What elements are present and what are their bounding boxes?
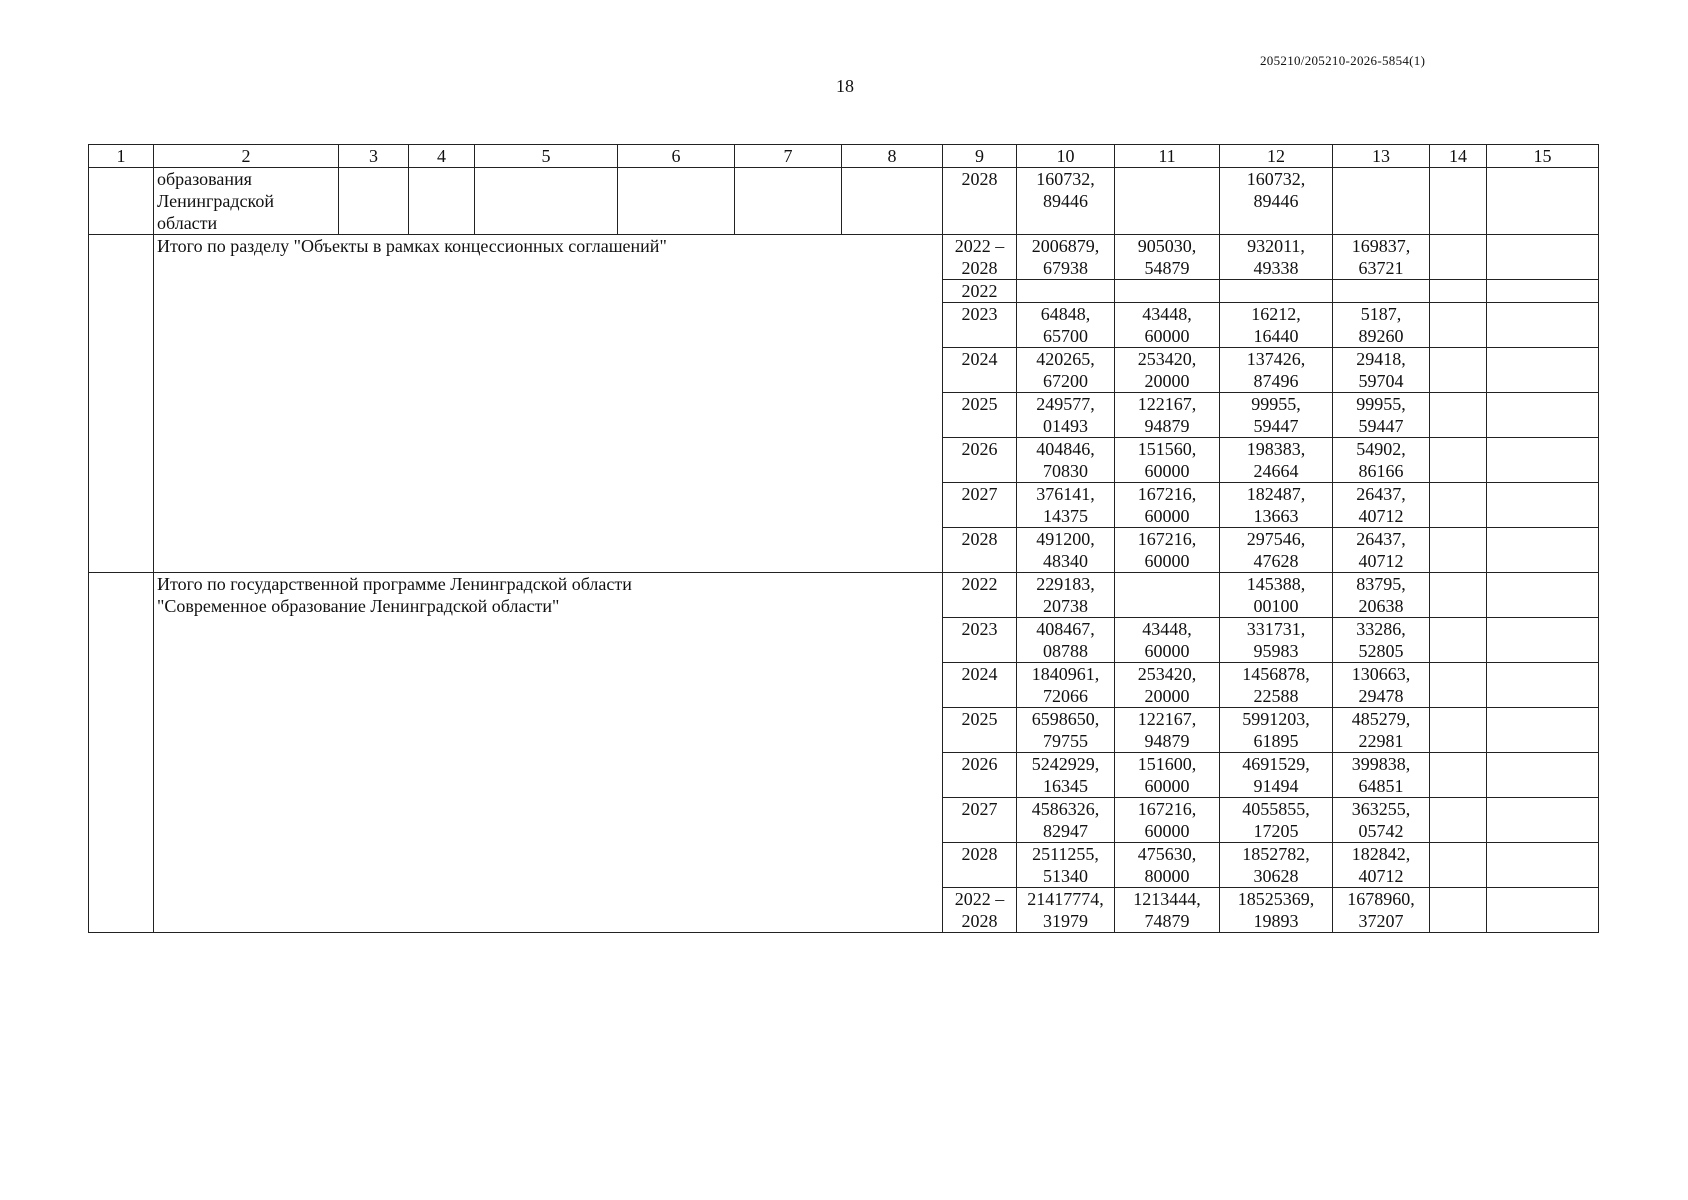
budget-table — [88, 144, 1599, 933]
table-cell — [1487, 168, 1599, 235]
federal-cell — [1115, 573, 1220, 618]
column-header: 14 — [1430, 145, 1487, 168]
object-name-cell: образования Ленинградской области — [154, 168, 339, 235]
regional-cell: 160732, 89446 — [1220, 168, 1333, 235]
federal-cell: 167216, 60000 — [1115, 483, 1220, 528]
total-cell: 64848, 65700 — [1017, 303, 1115, 348]
table-cell — [1487, 280, 1599, 303]
federal-cell: 122167, 94879 — [1115, 708, 1220, 753]
table-cell — [409, 168, 475, 235]
table-cell — [1430, 393, 1487, 438]
regional-cell: 18525369, 19893 — [1220, 888, 1333, 933]
regional-cell: 145388, 00100 — [1220, 573, 1333, 618]
table-cell — [1430, 888, 1487, 933]
local-cell: 169837, 63721 — [1333, 235, 1430, 280]
federal-cell: 167216, 60000 — [1115, 798, 1220, 843]
regional-cell — [1220, 280, 1333, 303]
year-cell: 2025 — [943, 393, 1017, 438]
table-cell — [1487, 753, 1599, 798]
document-id: 205210/205210-2026-5854(1) — [1260, 53, 1426, 68]
federal-cell: 43448, 60000 — [1115, 618, 1220, 663]
page-number: 18 — [836, 76, 854, 96]
regional-cell: 99955, 59447 — [1220, 393, 1333, 438]
regional-cell: 16212, 16440 — [1220, 303, 1333, 348]
local-cell: 83795, 20638 — [1333, 573, 1430, 618]
table-cell — [89, 235, 154, 573]
table-cell — [1430, 618, 1487, 663]
table-cell — [89, 573, 154, 933]
year-cell: 2027 — [943, 798, 1017, 843]
table-cell — [842, 168, 943, 235]
total-cell: 2511255, 51340 — [1017, 843, 1115, 888]
column-header: 11 — [1115, 145, 1220, 168]
federal-cell — [1115, 280, 1220, 303]
column-header: 9 — [943, 145, 1017, 168]
regional-cell: 4691529, 91494 — [1220, 753, 1333, 798]
federal-cell: 151560, 60000 — [1115, 438, 1220, 483]
table-cell — [1487, 663, 1599, 708]
year-cell: 2023 — [943, 618, 1017, 663]
table-cell — [1487, 708, 1599, 753]
federal-cell: 253420, 20000 — [1115, 663, 1220, 708]
table-cell — [1430, 663, 1487, 708]
table-row — [89, 573, 1599, 618]
table-cell — [1430, 528, 1487, 573]
total-cell: 491200, 48340 — [1017, 528, 1115, 573]
year-cell: 2028 — [943, 843, 1017, 888]
regional-cell: 297546, 47628 — [1220, 528, 1333, 573]
local-cell: 399838, 64851 — [1333, 753, 1430, 798]
section-total-label: Итого по государственной программе Ленинградской области "Современное образование Ленинградской области" — [154, 573, 943, 933]
table-cell — [1487, 573, 1599, 618]
table-cell — [1487, 843, 1599, 888]
year-cell: 2022 — [943, 573, 1017, 618]
local-cell: 130663, 29478 — [1333, 663, 1430, 708]
federal-cell: 167216, 60000 — [1115, 528, 1220, 573]
local-cell: 182842, 40712 — [1333, 843, 1430, 888]
section-total-label: Итого по разделу "Объекты в рамках концессионных соглашений" — [154, 235, 943, 573]
federal-cell: 43448, 60000 — [1115, 303, 1220, 348]
total-cell: 21417774, 31979 — [1017, 888, 1115, 933]
local-cell: 26437, 40712 — [1333, 483, 1430, 528]
federal-cell: 475630, 80000 — [1115, 843, 1220, 888]
total-cell: 376141, 14375 — [1017, 483, 1115, 528]
regional-cell: 932011, 49338 — [1220, 235, 1333, 280]
table-cell — [1487, 235, 1599, 280]
table-cell — [1487, 618, 1599, 663]
total-cell: 6598650, 79755 — [1017, 708, 1115, 753]
total-cell: 408467, 08788 — [1017, 618, 1115, 663]
column-header: 13 — [1333, 145, 1430, 168]
column-header: 2 — [154, 145, 339, 168]
total-cell — [1017, 280, 1115, 303]
local-cell: 54902, 86166 — [1333, 438, 1430, 483]
local-cell: 99955, 59447 — [1333, 393, 1430, 438]
column-header: 6 — [618, 145, 735, 168]
total-cell: 420265, 67200 — [1017, 348, 1115, 393]
total-cell: 249577, 01493 — [1017, 393, 1115, 438]
column-header: 4 — [409, 145, 475, 168]
total-cell: 1840961, 72066 — [1017, 663, 1115, 708]
table-cell — [1487, 528, 1599, 573]
local-cell — [1333, 280, 1430, 303]
local-cell: 1678960, 37207 — [1333, 888, 1430, 933]
federal-cell: 905030, 54879 — [1115, 235, 1220, 280]
year-cell: 2026 — [943, 753, 1017, 798]
total-cell: 229183, 20738 — [1017, 573, 1115, 618]
federal-cell: 151600, 60000 — [1115, 753, 1220, 798]
column-number-header-row — [89, 145, 1599, 168]
federal-cell — [1115, 168, 1220, 235]
federal-cell: 253420, 20000 — [1115, 348, 1220, 393]
table-row — [89, 168, 1599, 235]
column-header: 3 — [339, 145, 409, 168]
year-cell: 2022 – 2028 — [943, 235, 1017, 280]
year-cell: 2022 – 2028 — [943, 888, 1017, 933]
table-cell — [1430, 280, 1487, 303]
column-header: 5 — [475, 145, 618, 168]
regional-cell: 4055855, 17205 — [1220, 798, 1333, 843]
table-cell — [1430, 348, 1487, 393]
local-cell: 33286, 52805 — [1333, 618, 1430, 663]
federal-cell: 1213444, 74879 — [1115, 888, 1220, 933]
year-cell: 2025 — [943, 708, 1017, 753]
regional-cell: 1852782, 30628 — [1220, 843, 1333, 888]
regional-cell: 198383, 24664 — [1220, 438, 1333, 483]
table-cell — [89, 168, 154, 235]
year-cell: 2023 — [943, 303, 1017, 348]
table-cell — [1487, 303, 1599, 348]
total-cell: 404846, 70830 — [1017, 438, 1115, 483]
table-cell — [1430, 483, 1487, 528]
total-cell: 160732, 89446 — [1017, 168, 1115, 235]
year-cell: 2024 — [943, 348, 1017, 393]
table-cell — [1430, 235, 1487, 280]
column-header: 10 — [1017, 145, 1115, 168]
year-cell: 2028 — [943, 168, 1017, 235]
regional-cell: 182487, 13663 — [1220, 483, 1333, 528]
table-cell — [339, 168, 409, 235]
year-cell: 2024 — [943, 663, 1017, 708]
table-cell — [1430, 798, 1487, 843]
column-header: 12 — [1220, 145, 1333, 168]
local-cell — [1333, 168, 1430, 235]
table-row — [89, 235, 1599, 280]
table-cell — [1430, 708, 1487, 753]
year-cell: 2022 — [943, 280, 1017, 303]
table-cell — [475, 168, 618, 235]
table-cell — [1430, 573, 1487, 618]
table-cell — [1430, 843, 1487, 888]
table-cell — [1487, 348, 1599, 393]
regional-cell: 1456878, 22588 — [1220, 663, 1333, 708]
regional-cell: 331731, 95983 — [1220, 618, 1333, 663]
local-cell: 485279, 22981 — [1333, 708, 1430, 753]
table-cell — [1430, 168, 1487, 235]
year-cell: 2026 — [943, 438, 1017, 483]
table-cell — [1487, 483, 1599, 528]
table-cell — [1487, 888, 1599, 933]
table-cell — [1430, 753, 1487, 798]
column-header: 7 — [735, 145, 842, 168]
table-cell — [1430, 303, 1487, 348]
local-cell: 5187, 89260 — [1333, 303, 1430, 348]
table-cell — [1487, 798, 1599, 843]
column-header: 15 — [1487, 145, 1599, 168]
column-header: 8 — [842, 145, 943, 168]
federal-cell: 122167, 94879 — [1115, 393, 1220, 438]
total-cell: 2006879, 67938 — [1017, 235, 1115, 280]
local-cell: 363255, 05742 — [1333, 798, 1430, 843]
table-cell — [1430, 438, 1487, 483]
regional-cell: 137426, 87496 — [1220, 348, 1333, 393]
local-cell: 26437, 40712 — [1333, 528, 1430, 573]
table-cell — [1487, 393, 1599, 438]
table-cell — [618, 168, 735, 235]
year-cell: 2027 — [943, 483, 1017, 528]
total-cell: 4586326, 82947 — [1017, 798, 1115, 843]
local-cell: 29418, 59704 — [1333, 348, 1430, 393]
total-cell: 5242929, 16345 — [1017, 753, 1115, 798]
table-cell — [1487, 438, 1599, 483]
column-header: 1 — [89, 145, 154, 168]
table-cell — [735, 168, 842, 235]
regional-cell: 5991203, 61895 — [1220, 708, 1333, 753]
year-cell: 2028 — [943, 528, 1017, 573]
